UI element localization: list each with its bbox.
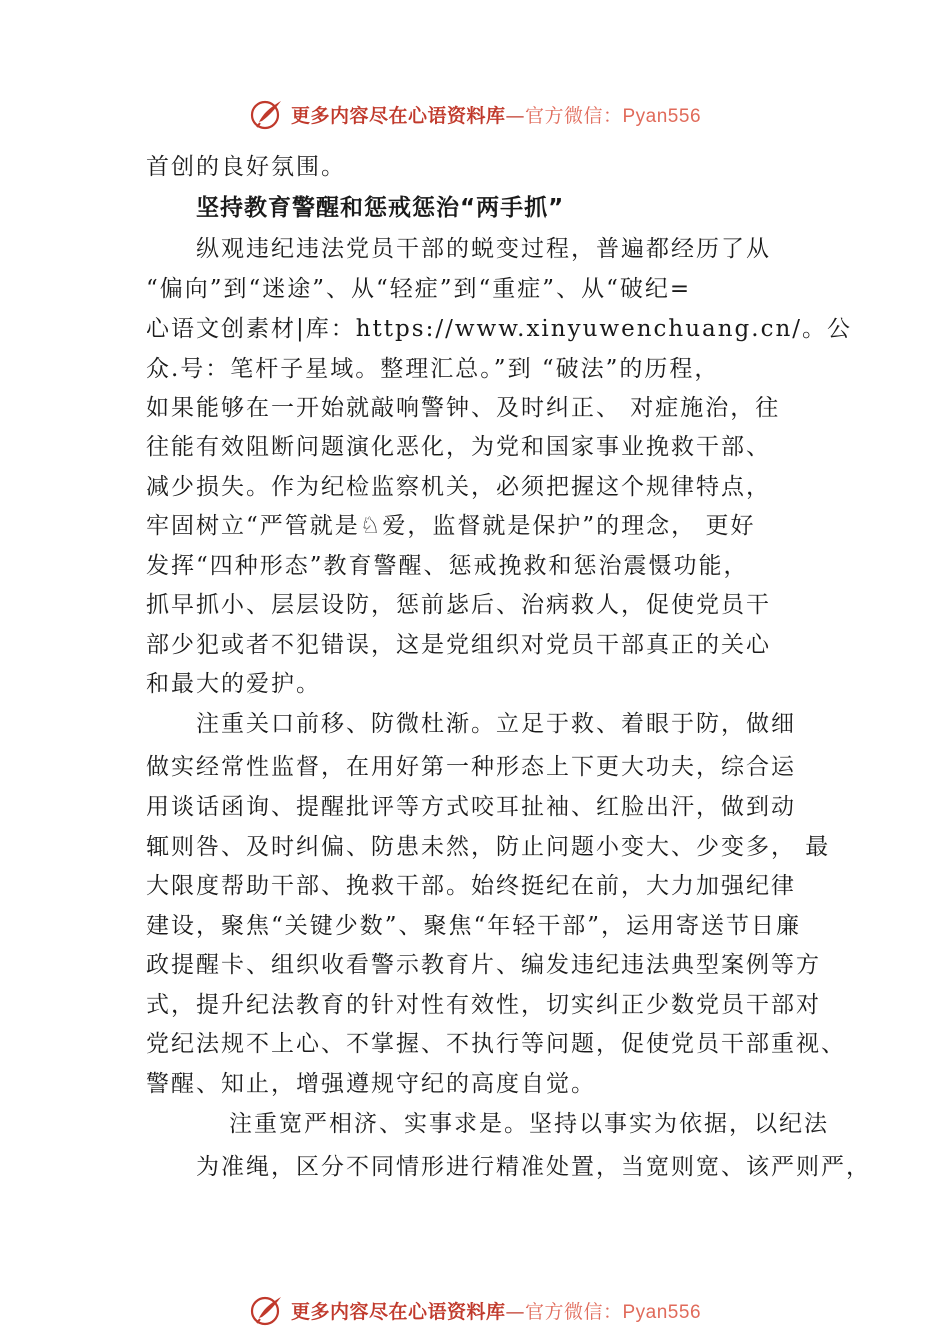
text-line: 做实经常性监督，在用好第一种形态上下更大功夫，综合运 [146, 754, 796, 780]
banner-wechat-label: 官方微信： [524, 104, 623, 127]
text-line: 如果能够在一开始就敲响警钟、及时纠正、 对症施治，往 [146, 395, 781, 421]
text-line: 大限度帮助干部、挽救干部。始终挺纪在前，大力加强纪律 [146, 873, 796, 899]
text-line: 辄则咎、及时纠偏、防患未然，防止问题小变大、少变多， 最 [146, 834, 831, 860]
text-line: 警醒、知止，增强遵规守纪的高度自觉。 [146, 1071, 596, 1097]
text-line: 部少犯或者不犯错误，这是党组织对党员干部真正的关心 [146, 632, 771, 658]
banner-account: Pyan556 [622, 1301, 702, 1323]
banner-account: Pyan556 [622, 105, 702, 127]
quill-logo-icon [249, 96, 285, 132]
banner-dash: — [505, 104, 525, 127]
banner-main: 更多内容尽在心语资料库 [290, 1300, 506, 1323]
text-line: “偏向”到“迷途”、从“轻症”到“重症”、从“破纪= [146, 276, 692, 302]
text-line: 往能有效阻断问题演化恶化，为党和国家事业挽救干部、 [146, 434, 771, 460]
text-line: 为准绳，区分不同情形进行精准处置，当宽则宽、该严则严， [196, 1154, 871, 1180]
text-line: 党纪法规不上心、不掌握、不执行等问题，促使党员干部重视、 [146, 1031, 846, 1057]
banner-main: 更多内容尽在心语资料库 [290, 104, 506, 127]
banner-text [291, 1297, 701, 1324]
text-line: 减少损失。作为纪检监察机关，必须把握这个规律特点， [146, 474, 771, 500]
text-line: 发挥“四种形态”教育警醒、惩戒挽救和惩治震慑功能， [146, 553, 749, 579]
text-line: 纵观违纪违法党员干部的蜕变过程，普遍都经历了从 [196, 236, 771, 262]
text-line: 心语文创素材|库：https://www.xinyuwenchuang.cn/。公 [146, 316, 853, 342]
banner-wechat-label: 官方微信： [524, 1300, 623, 1323]
banner-dash: — [505, 1300, 525, 1323]
text-line: 注重宽严相济、实事求是。坚持以事实为依据，以纪法 [229, 1111, 829, 1137]
section-heading: 坚持教育警醒和惩戒惩治“两手抓” [196, 195, 565, 221]
text-line: 众.号：笔杆子星域。整理汇总。”到 “破法”的历程， [146, 356, 720, 382]
text-line: 首创的良好氛围。 [146, 154, 346, 180]
text-line: 牢固树立“严管就是♘爱，监督就是保护”的理念， 更好 [146, 513, 756, 539]
banner-text [291, 101, 701, 128]
footer-banner [0, 1288, 950, 1332]
quill-logo-icon [249, 1292, 285, 1328]
text-line: 用谈话函询、提醒批评等方式咬耳扯袖、红脸出汗，做到动 [146, 794, 796, 820]
text-line: 注重关口前移、防微杜渐。立足于救、着眼于防，做细 [196, 711, 796, 737]
text-line: 式，提升纪法教育的针对性有效性，切实纠正少数党员干部对 [146, 992, 821, 1018]
text-line: 和最大的爱护。 [146, 671, 321, 697]
text-line: 建设，聚焦“关键少数”、聚焦“年轻干部”，运用寄送节日廉 [146, 913, 802, 939]
text-line: 政提醒卡、组织收看警示教育片、编发违纪违法典型案例等方 [146, 952, 821, 978]
header-banner [0, 92, 950, 136]
text-line: 抓早抓小、层层设防，惩前毖后、治病救人，促使党员干 [146, 592, 771, 618]
